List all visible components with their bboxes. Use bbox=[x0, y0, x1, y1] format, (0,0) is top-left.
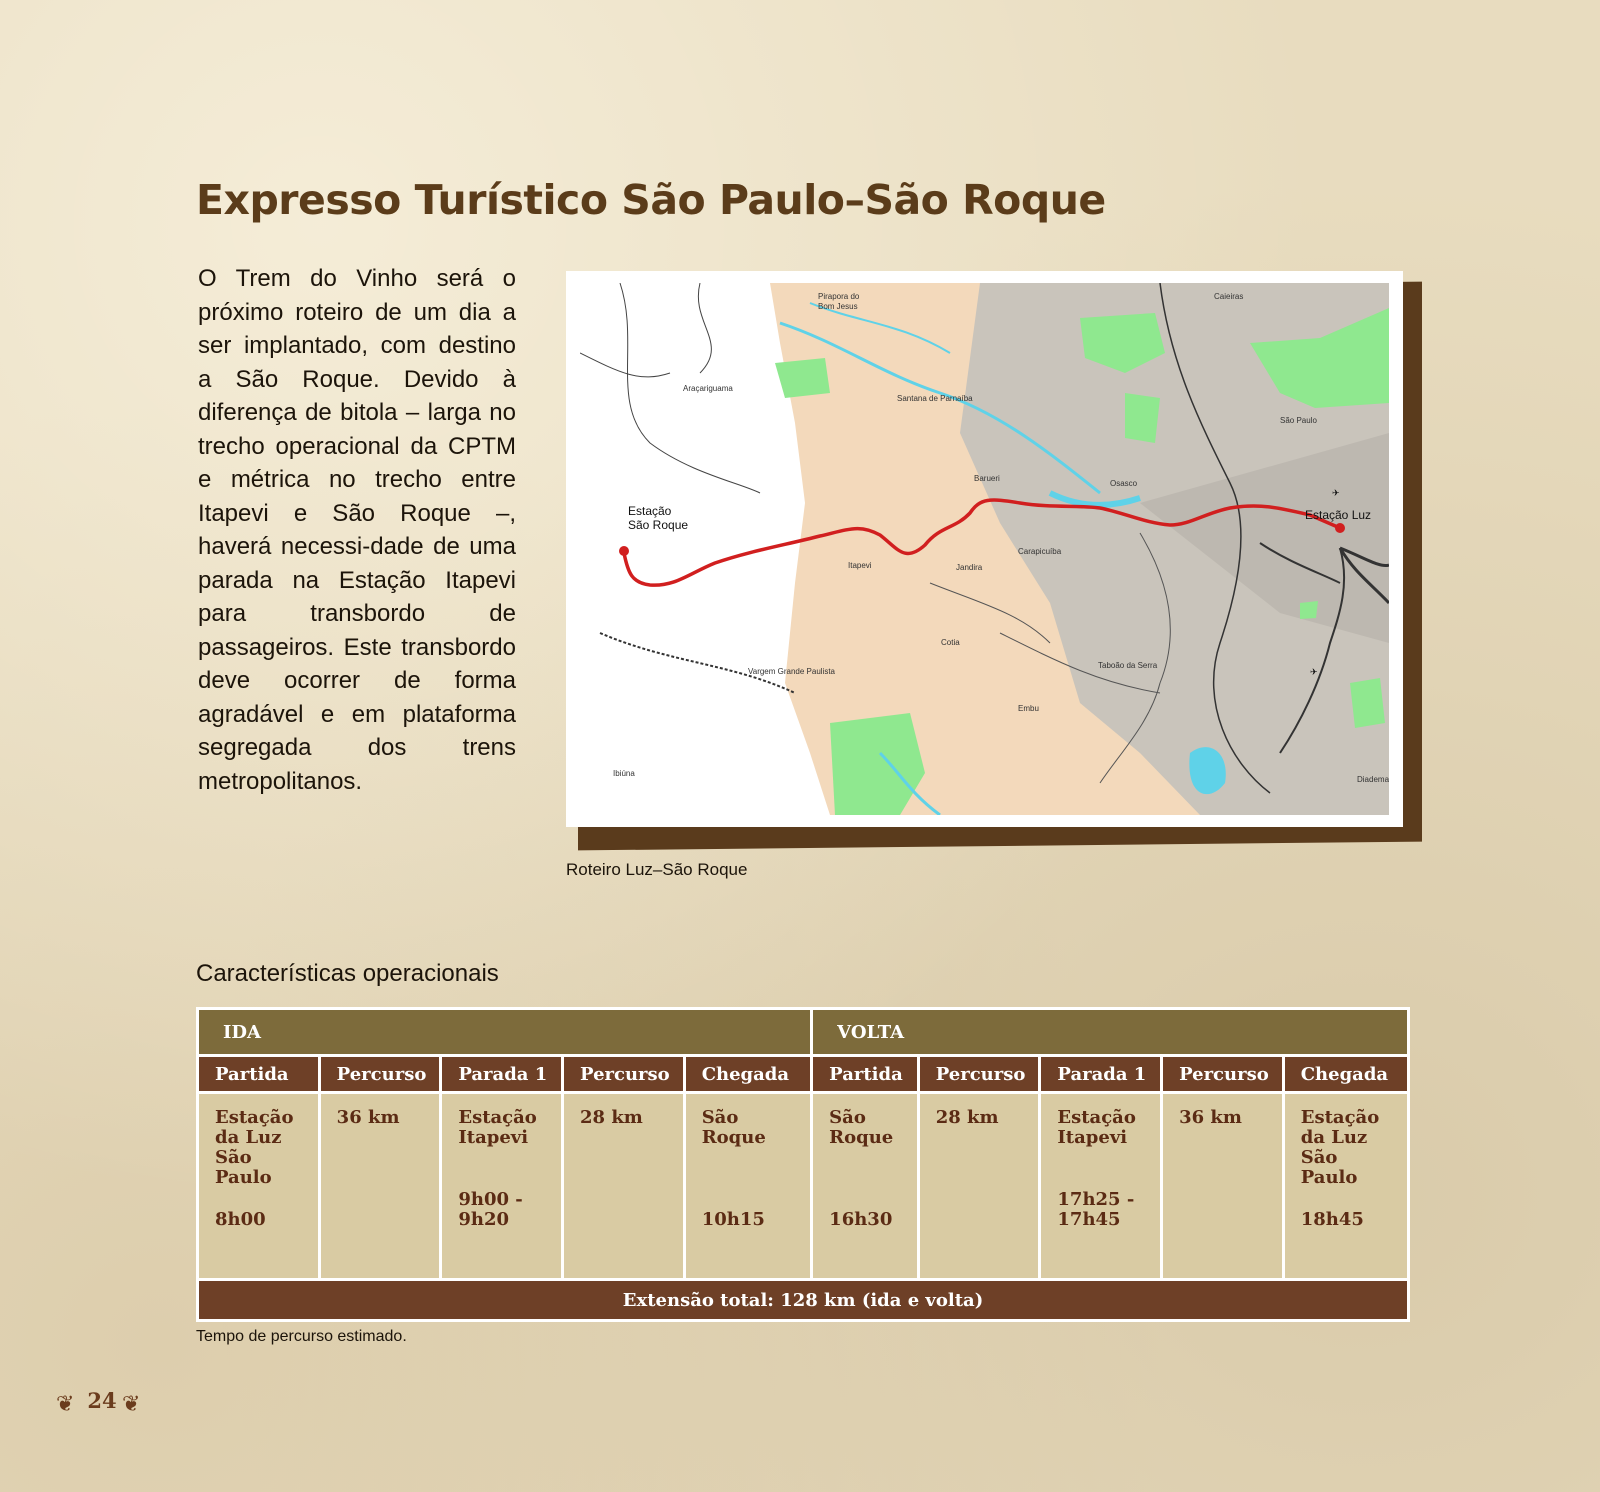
table-cell bbox=[1041, 1094, 1160, 1278]
cell-place: São Roque bbox=[701, 1107, 766, 1148]
table-footnote: Tempo de percurso estimado. bbox=[196, 1328, 407, 1345]
table-heading: Características operacionais bbox=[196, 960, 499, 987]
cell-time: 17h25 - 17h45 bbox=[1057, 1189, 1135, 1230]
label-sao-paulo: São Paulo bbox=[1280, 416, 1317, 425]
table-cell bbox=[1285, 1094, 1407, 1278]
label-cotia: Cotia bbox=[941, 638, 960, 647]
label-taboao: Taboão da Serra bbox=[1098, 661, 1158, 670]
cell-place: Estação da Luz São Paulo bbox=[215, 1107, 294, 1188]
flourish-right-icon: ❦ bbox=[122, 1391, 141, 1416]
label-santana: Santana de Parnaíba bbox=[897, 394, 973, 403]
label-sao-roque-station-2: São Roque bbox=[628, 518, 689, 532]
table-cell bbox=[920, 1094, 1039, 1278]
label-vargem: Vargem Grande Paulista bbox=[748, 667, 836, 676]
direction-volta: VOLTA bbox=[813, 1010, 1407, 1054]
cell-time: 9h00 - 9h20 bbox=[458, 1189, 523, 1230]
table-cell bbox=[321, 1094, 440, 1278]
table-cell bbox=[1163, 1094, 1282, 1278]
cell-place: Estação Itapevi bbox=[458, 1107, 537, 1148]
column-header: Parada 1 bbox=[442, 1057, 561, 1091]
page-number: 24 bbox=[87, 1388, 117, 1413]
table-cell bbox=[686, 1094, 810, 1278]
column-header: Chegada bbox=[1285, 1057, 1407, 1091]
label-barueri: Barueri bbox=[974, 474, 1000, 483]
label-pirapora-2: Bom Jesus bbox=[818, 302, 858, 311]
label-osasco: Osasco bbox=[1110, 479, 1138, 488]
column-header: Percurso bbox=[1163, 1057, 1282, 1091]
page-title: Expresso Turístico São Paulo–São Roque bbox=[196, 176, 1106, 224]
direction-ida: IDA bbox=[199, 1010, 810, 1054]
cell-place: 28 km bbox=[935, 1107, 999, 1128]
table-cell bbox=[813, 1094, 917, 1278]
intro-paragraph: O Trem do Vinho será o próximo roteiro de um dia a ser implantado, com destino a São Roque. Devido à diferença de bitola – larga no trecho operacional da CPTM e métrica no trecho entre Itapevi e São Roque –, haverá necessi-dade de uma parada na Estação Itapevi para transbordo de passageiros. Este transbordo deve ocorrer de forma agradável e em plataforma segregada dos trens metropolitanos. bbox=[198, 265, 516, 795]
column-header: Partida bbox=[199, 1057, 318, 1091]
column-header: Partida bbox=[813, 1057, 917, 1091]
table-cell bbox=[442, 1094, 561, 1278]
cell-place: 36 km bbox=[336, 1107, 400, 1128]
operations-table bbox=[196, 1007, 1410, 1322]
cell-time: 18h45 bbox=[1300, 1209, 1364, 1230]
page-number-badge bbox=[56, 1385, 148, 1419]
column-header: Parada 1 bbox=[1041, 1057, 1160, 1091]
map-caption: Roteiro Luz–São Roque bbox=[566, 860, 748, 879]
luz-station-marker bbox=[1335, 523, 1345, 533]
cell-place: 36 km bbox=[1179, 1107, 1242, 1128]
label-carapicuiba: Carapicuíba bbox=[1018, 547, 1062, 556]
table-cell bbox=[199, 1094, 318, 1278]
label-itapevi: Itapevi bbox=[848, 561, 872, 570]
label-caieiras: Caieiras bbox=[1214, 292, 1244, 301]
cell-time: 8h00 bbox=[215, 1209, 266, 1230]
cell-time: 10h15 bbox=[701, 1209, 765, 1230]
route-map bbox=[566, 271, 1403, 827]
cell-place: São Roque bbox=[829, 1107, 894, 1148]
total-extension: Extensão total: 128 km (ida e volta) bbox=[199, 1281, 1407, 1319]
table-cell bbox=[564, 1094, 683, 1278]
label-embu: Embu bbox=[1018, 704, 1039, 713]
label-ibiuna: Ibiúna bbox=[613, 769, 635, 778]
cell-place: 28 km bbox=[580, 1107, 643, 1128]
svg-text:✈: ✈ bbox=[1310, 668, 1318, 678]
svg-text:✈: ✈ bbox=[1332, 489, 1340, 499]
cell-time: 16h30 bbox=[829, 1209, 893, 1230]
column-header: Percurso bbox=[321, 1057, 440, 1091]
cell-place: Estação Itapevi bbox=[1057, 1107, 1136, 1148]
column-header: Chegada bbox=[686, 1057, 810, 1091]
sao-roque-station-marker bbox=[619, 546, 629, 556]
column-header: Percurso bbox=[564, 1057, 683, 1091]
label-pirapora-1: Pirapora do bbox=[818, 292, 860, 301]
flourish-left-icon: ❦ bbox=[56, 1391, 75, 1416]
label-diadema: Diadema bbox=[1357, 775, 1389, 784]
label-jandira: Jandira bbox=[956, 563, 983, 572]
label-sao-roque-station-1: Estação bbox=[628, 504, 672, 518]
label-aracariguama: Araçariguama bbox=[683, 384, 733, 393]
column-header: Percurso bbox=[920, 1057, 1039, 1091]
cell-place: Estação da Luz São Paulo bbox=[1300, 1107, 1380, 1188]
route-map-image bbox=[580, 283, 1389, 815]
label-luz-station: Estação Luz bbox=[1305, 508, 1372, 522]
